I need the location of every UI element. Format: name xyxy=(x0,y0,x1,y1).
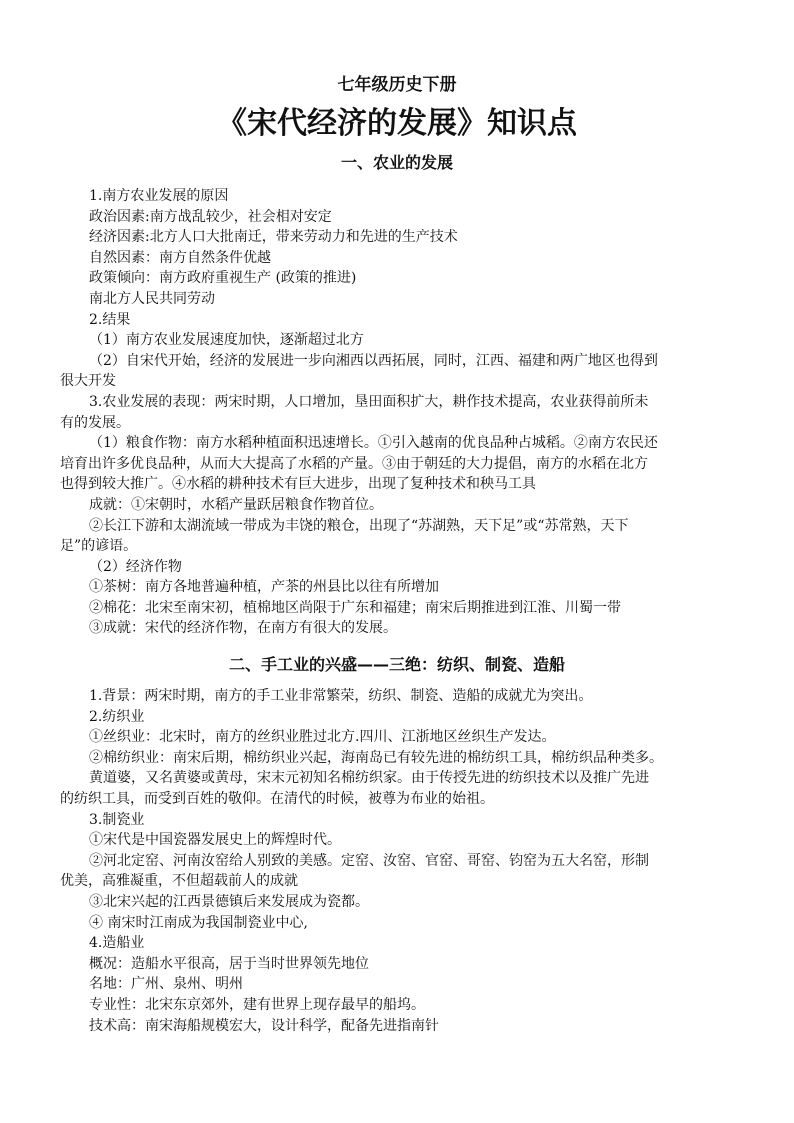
section1-heading: 一、农业的发展 xyxy=(340,153,453,172)
text-line: ③北宋兴起的江西景德镇后来发展成为瓷都。 xyxy=(89,893,369,910)
text-line: ②长江下游和太湖流域一带成为丰饶的粮仓，出现了“苏湖熟，天下足”或“苏常熟，天下 xyxy=(89,517,629,534)
text-line: 黄道婆，又名黄婆或黄母，宋末元初知名棉纺织家。由于传授先进的纺织技术以及推广先进 xyxy=(89,770,649,787)
text-line: 培育出许多优良品种，从而大大提高了水稻的产量。③由于朝廷的大力提倡，南方的水稻在北方 xyxy=(60,455,648,472)
text-line: （1）粮食作物：南方水稻种植面积迅速增长。①引入越南的优良品种占城稻。②南方农民还 xyxy=(89,435,658,452)
text-line: 专业性：北宋东京郊外，建有世界上现存最早的船坞。 xyxy=(89,996,425,1013)
text-line: 2.结果 xyxy=(89,311,131,328)
text-line: （2）经济作物 xyxy=(89,558,182,575)
text-line: ②棉花：北宋至南宋初，植棉地区尚限于广东和福建；南宋后期推进到江淮、川蜀一带 xyxy=(89,599,621,616)
text-line: 的纺织工具，而受到百姓的敬仰。在清代的时候，被尊为布业的始祖。 xyxy=(60,790,494,807)
text-line: ②河北定窑、河南汝窑给人别致的美感。定窑、汝窑、官窑、哥窑、钧窑为五大名窑，形制 xyxy=(89,852,649,869)
text-line: 概况：造船水平很高，居于当时世界领先地位 xyxy=(89,955,369,972)
text-line: 技术高：南宋海船规模宏大，设计科学，配备先进指南针 xyxy=(89,1017,439,1034)
text-line: 很大开发 xyxy=(60,373,116,390)
section1-body xyxy=(60,186,734,639)
section2-body xyxy=(60,686,734,1036)
text-line: 足”的谚语。 xyxy=(60,538,138,555)
text-line: （1）南方农业发展速度加快，逐渐超过北方 xyxy=(89,332,364,349)
text-line: 优美，高雅凝重，不但超载前人的成就 xyxy=(60,873,298,890)
text-line: （2）自宋代开始，经济的发展进一步向湘西以西拓展，同时，江西、福建和两广地区也得到 xyxy=(89,352,658,369)
text-line: 南北方人民共同劳动 xyxy=(89,290,215,307)
text-line: ①丝织业：北宋时，南方的丝织业胜过北方.四川、江浙地区丝织生产发达。 xyxy=(89,729,556,746)
text-line: ③成就：宋代的经济作物，在南方有很大的发展。 xyxy=(89,620,397,637)
text-line: ④ 南宋时江南成为我国制瓷业中心, xyxy=(89,914,308,931)
text-line: 有的发展。 xyxy=(60,414,130,431)
text-line: 3.制瓷业 xyxy=(89,811,145,828)
text-line: 自然因素：南方自然条件优越 xyxy=(89,249,271,266)
text-line: 经济因素:北方人口大批南迁，带来劳动力和先进的生产技术 xyxy=(89,229,458,246)
section2-heading: 二、手工业的兴盛——三绝：纺织、制瓷、造船 xyxy=(228,655,565,674)
text-line: 政治因素:南方战乱较少，社会相对安定 xyxy=(89,208,332,225)
text-line: 2.纺织业 xyxy=(89,708,145,725)
text-line: 名地：广州、泉州、明州 xyxy=(89,976,243,993)
text-line: 4.造船业 xyxy=(89,935,145,952)
text-line: 3.农业发展的表现：两宋时期，人口增加，垦田面积扩大，耕作技术提高，农业获得前所未 xyxy=(89,393,649,410)
text-line: 1.背景：两宋时期，南方的手工业非常繁荣，纺织、制瓷、造船的成就尤为突出。 xyxy=(89,688,593,704)
main-title: 《宋代经济的发展》知识点 xyxy=(217,106,577,141)
text-line: ①茶树：南方各地普遍种植，产茶的州县比以往有所增加 xyxy=(89,579,439,596)
text-line: 成就：①宋朝时，水稻产量跃居粮食作物首位。 xyxy=(89,496,383,513)
text-line: ②棉纺织业：南宋后期，棉纺织业兴起，海南岛已有较先进的棉纺织工具，棉纺织品种类多。 xyxy=(89,749,663,766)
text-line: 政策倾向：南方政府重视生产 (政策的推进) xyxy=(89,270,357,287)
text-line: 也得到较大推广。④水稻的耕种技术有巨大进步，出现了复种技术和秧马工具 xyxy=(60,476,536,493)
grade-title: 七年级历史下册 xyxy=(337,75,457,95)
text-line: 1.南方农业发展的原因 xyxy=(89,188,229,204)
text-line: ①宋代是中国瓷器发展史上的辉煌时代。 xyxy=(89,832,341,849)
